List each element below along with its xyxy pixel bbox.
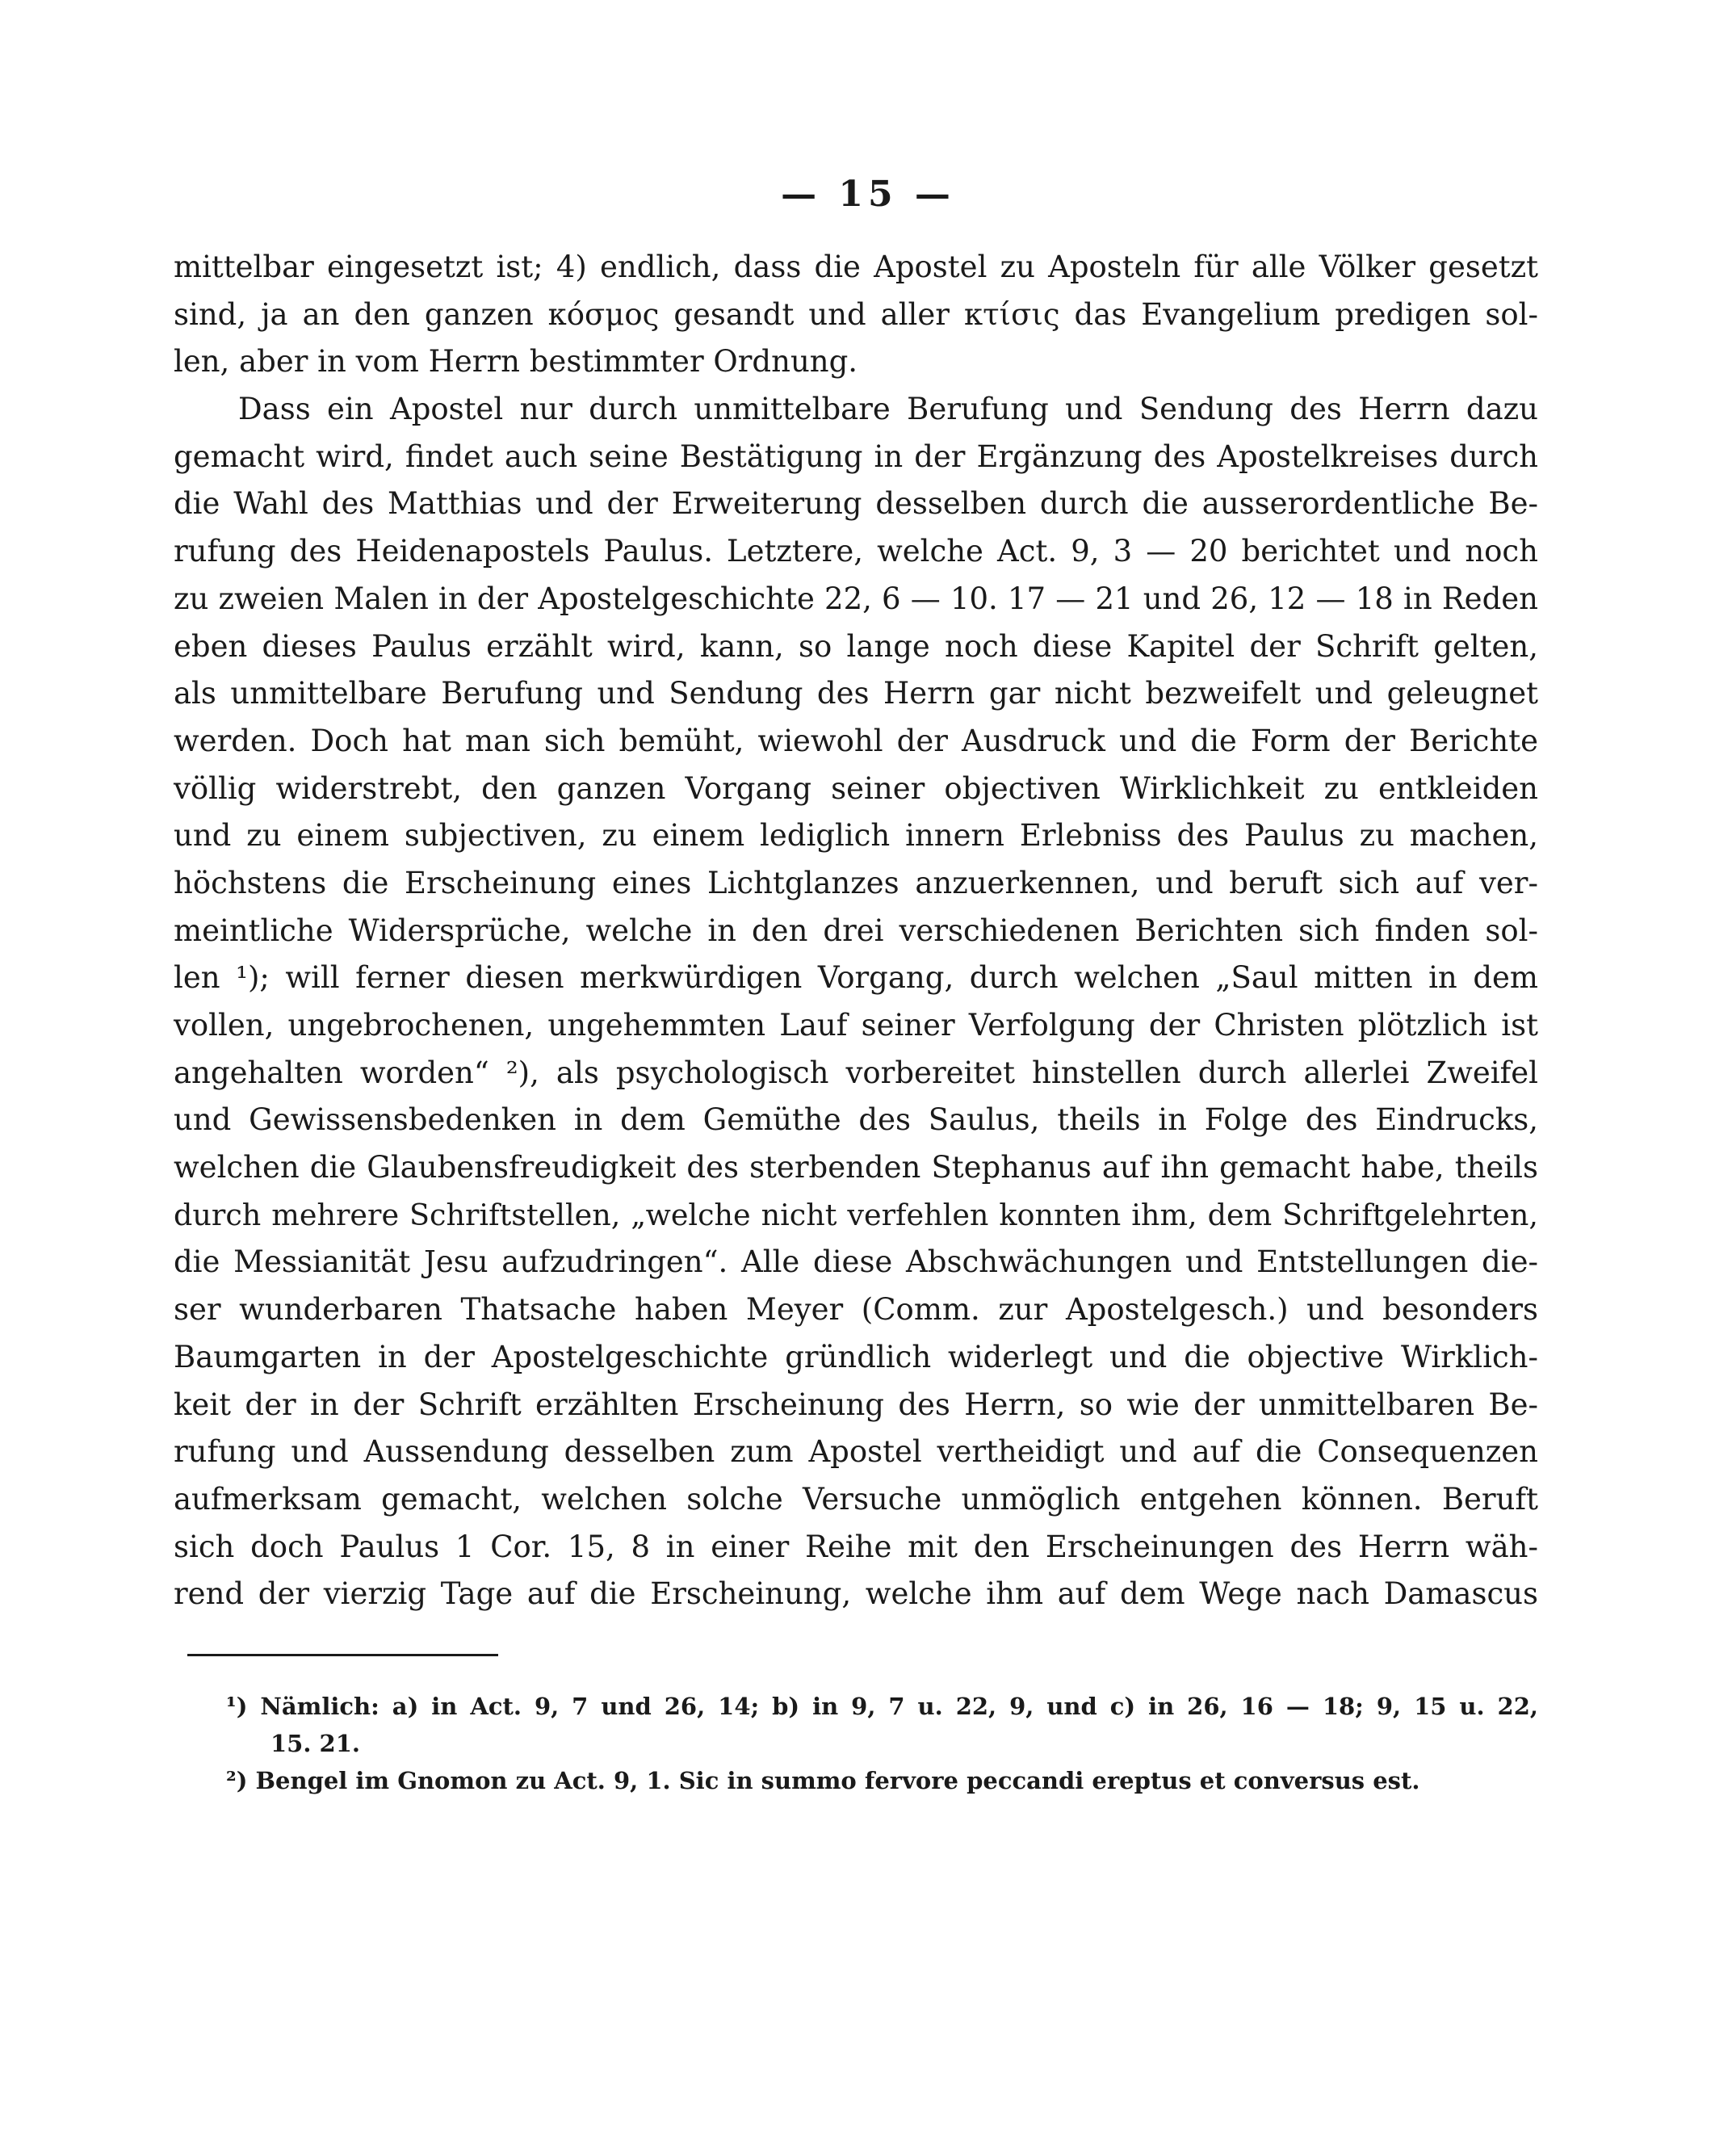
text-line: gemacht wird, findet auch seine Bestätigung in der Ergänzung des Apostelkreises durch: [174, 438, 1538, 474]
text-line: zu zweien Malen in der Apostelgeschichte 22, 6 — 10. 17 — 21 und 26, 12 — 18 in Reden: [174, 581, 1538, 616]
text-line: Dass ein Apostel nur durch unmittelbare Berufung und Sendung des Herrn dazu: [238, 392, 1538, 427]
text-line: len ¹); will ferner diesen merkwürdigen Vorgang, durch welchen „Saul mitten in dem: [174, 960, 1538, 996]
body-text: [174, 244, 1538, 1618]
footnote-2: ²) Bengel im Gnomon zu Act. 9, 1. Sic in summo fervore peccandi ereptus et conversus est.: [226, 1767, 1420, 1794]
text-line: mittelbar eingesetzt ist; 4) endlich, dass die Apostel zu Aposteln für alle Völker gesetzt: [174, 250, 1538, 284]
text-line: keit der in der Schrift erzählten Erscheinung des Herrn, so wie der unmittelbaren Be-: [174, 1387, 1538, 1422]
text-line: völlig widerstrebt, den ganzen Vorgang seiner objectiven Wirklichkeit zu entkleiden: [174, 770, 1538, 806]
text-line: höchstens die Erscheinung eines Lichtglanzes anzuerkennen, und beruft sich auf ver-: [174, 865, 1538, 900]
text-line: ser wunderbaren Thatsache haben Meyer (Comm. zur Apostelgesch.) und besonders: [174, 1292, 1538, 1328]
text-line: angehalten worden“ ²), als psychologisch vorbereitet hinstellen durch allerlei Zweifel: [174, 1055, 1538, 1090]
text-line: len, aber in vom Herrn bestimmter Ordnung.: [174, 344, 858, 380]
text-line: aufmerksam gemacht, welchen solche Versuche unmöglich entgehen können. Beruft: [174, 1481, 1538, 1517]
text-line: rend der vierzig Tage auf die Erscheinung, welche ihm auf dem Wege nach Damascus: [174, 1576, 1538, 1612]
text-line: vollen, ungebrochenen, ungehemmten Lauf seiner Verfolgung der Christen plötzlich ist: [174, 1008, 1538, 1043]
footnotes: [226, 1688, 1538, 1799]
text-line: welchen die Glaubensfreudigkeit des sterbenden Stephanus auf ihn gemacht habe, theils: [174, 1150, 1538, 1185]
text-line: Baumgarten in der Apostelgeschichte gründlich widerlegt und die objective Wirklich-: [174, 1339, 1538, 1374]
footnote-1: ¹) Nämlich: a) in Act. 9, 7 und 26, 14; b) in 9, 7 u. 22, 9, und c) in 26, 16 — 18; 9, 15 u. 22,: [226, 1693, 1538, 1720]
text-line: sind, ja an den ganzen κόσμος gesandt und aller κτίσις das Evangelium predigen sol-: [174, 296, 1538, 332]
footnote-1-continued: 15. 21.: [270, 1730, 361, 1757]
text-line: und zu einem subjectiven, zu einem lediglich innern Erlebniss des Paulus zu machen,: [174, 818, 1538, 854]
text-line: sich doch Paulus 1 Cor. 15, 8 in einer Reihe mit den Erscheinungen des Herrn wäh-: [174, 1529, 1538, 1564]
footnote-rule: [187, 1654, 498, 1656]
text-line: und Gewissensbedenken in dem Gemüthe des Saulus, theils in Folge des Eindrucks,: [174, 1102, 1538, 1138]
text-line: eben dieses Paulus erzählt wird, kann, so lange noch diese Kapitel der Schrift gelten,: [174, 628, 1538, 664]
text-line: durch mehrere Schriftstellen, „welche nicht verfehlen konnten ihm, dem Schriftgelehrten,: [174, 1197, 1538, 1232]
text-line: rufung des Heidenapostels Paulus. Letztere, welche Act. 9, 3 — 20 berichtet und noch: [174, 534, 1538, 569]
text-line: werden. Doch hat man sich bemüht, wiewohl der Ausdruck und die Form der Berichte: [174, 723, 1538, 758]
text-line: als unmittelbare Berufung und Sendung des Herrn gar nicht bezweifelt und geleugnet: [174, 676, 1538, 711]
text-line: die Messianität Jesu aufzudringen“. Alle diese Abschwächungen und Entstellungen die-: [174, 1244, 1538, 1280]
text-line: meintliche Widersprüche, welche in den drei verschiedenen Berichten sich finden sol-: [174, 913, 1538, 948]
page-number: — 15 —: [781, 174, 955, 215]
text-line: rufung und Aussendung desselben zum Apostel vertheidigt und auf die Consequenzen: [174, 1434, 1538, 1470]
text-line: die Wahl des Matthias und der Erweiterung desselben durch die ausserordentliche Be-: [174, 486, 1538, 522]
